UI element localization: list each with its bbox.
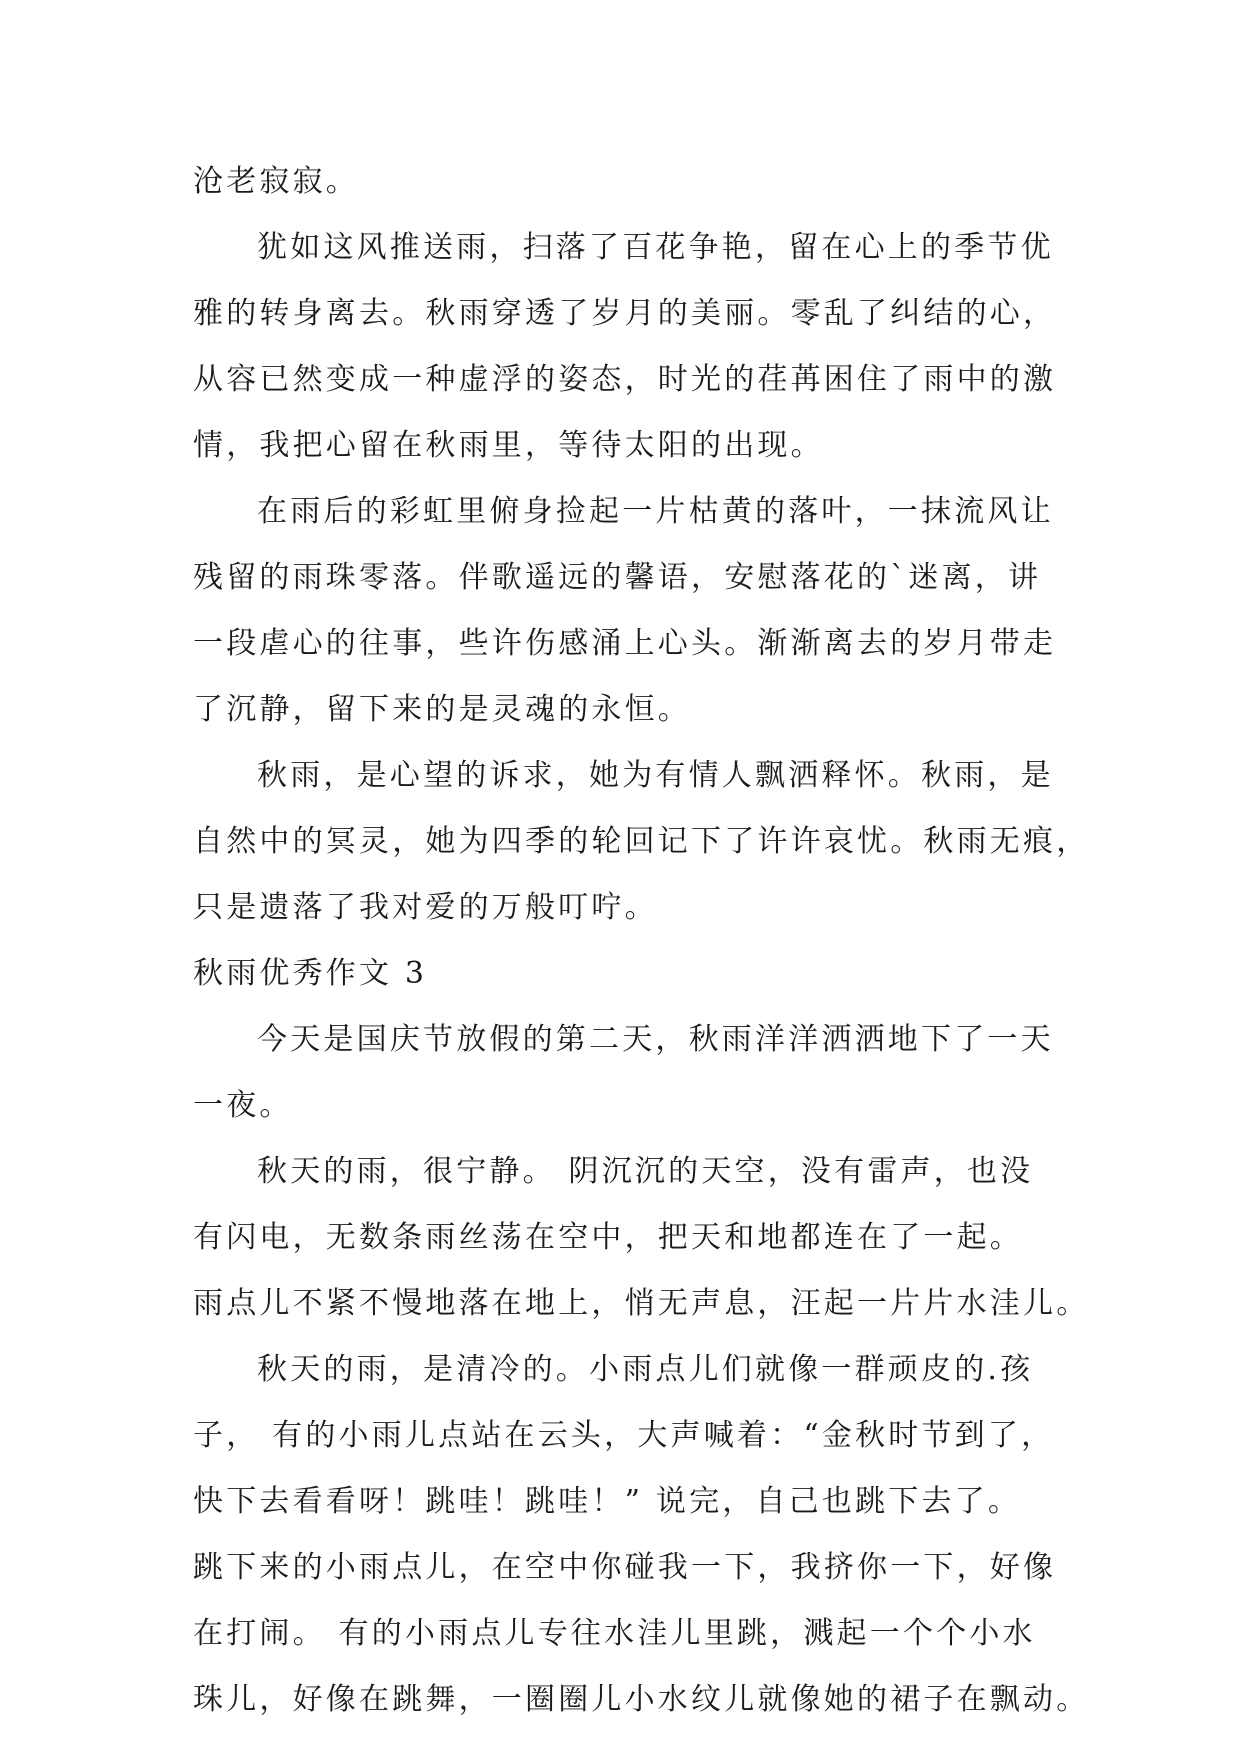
paragraph-start-line: 秋雨，是心望的诉求，她为有情人飘洒释怀。秋雨，是 — [257, 758, 1054, 793]
paragraph-start-line: 秋天的雨，是清冷的。小雨点儿们就像一群顽皮的.孩 — [257, 1352, 1034, 1387]
section-heading: 秋雨优秀作文 3 — [193, 956, 428, 991]
text-line: 子， 有的小雨儿点站在云头，大声喊着：“金秋时节到了， — [193, 1418, 1055, 1453]
text-line: 从容已然变成一种虚浮的姿态，时光的荏苒困住了雨中的激 — [193, 362, 1057, 397]
text-line: 情，我把心留在秋雨里，等待太阳的出现。 — [193, 428, 824, 463]
text-line: 跳下来的小雨点儿，在空中你碰我一下，我挤你一下，好像 — [193, 1550, 1057, 1585]
text-line: 了沉静，留下来的是灵魂的永恒。 — [193, 692, 691, 727]
text-line: 雨点儿不紧不慢地落在地上，悄无声息，汪起一片片水洼儿。 — [193, 1286, 1090, 1321]
text-line: 一夜。 — [193, 1088, 293, 1123]
paragraph-start-line: 今天是国庆节放假的第二天，秋雨洋洋洒洒地下了一天 — [257, 1022, 1054, 1057]
text-line: 有闪电，无数条雨丝荡在空中，把天和地都连在了一起。 — [193, 1220, 1023, 1255]
text-line: 自然中的冥灵，她为四季的轮回记下了许许哀忧。秋雨无痕， — [193, 824, 1090, 859]
text-line: 一段虐心的往事，些许伤感涌上心头。渐渐离去的岁月带走 — [193, 626, 1057, 661]
text-line: 快下去看看呀！跳哇！跳哇！” 说完，自己也跳下去了。 — [193, 1484, 1022, 1519]
paragraph-start-line: 犹如这风推送雨，扫落了百花争艳，留在心上的季节优 — [257, 230, 1054, 265]
text-line: 珠儿，好像在跳舞，一圈圈儿小水纹儿就像她的裙子在飘动。 — [193, 1682, 1090, 1717]
text-line: 沧老寂寂。 — [193, 164, 359, 199]
paragraph-start-line: 秋天的雨，很宁静。 阴沉沉的天空，没有雷声，也没 — [257, 1154, 1034, 1189]
text-line: 只是遗落了我对爱的万般叮咛。 — [193, 890, 658, 925]
text-line: 残留的雨珠零落。伴歌遥远的馨语，安慰落花的`迷离，讲 — [193, 560, 1042, 595]
text-line: 雅的转身离去。秋雨穿透了岁月的美丽。零乱了纠结的心， — [193, 296, 1057, 331]
paragraph-start-line: 在雨后的彩虹里俯身捡起一片枯黄的落叶，一抹流风让 — [257, 494, 1054, 529]
text-line: 在打闹。 有的小雨点儿专往水洼儿里跳，溅起一个个小水 — [193, 1616, 1036, 1651]
